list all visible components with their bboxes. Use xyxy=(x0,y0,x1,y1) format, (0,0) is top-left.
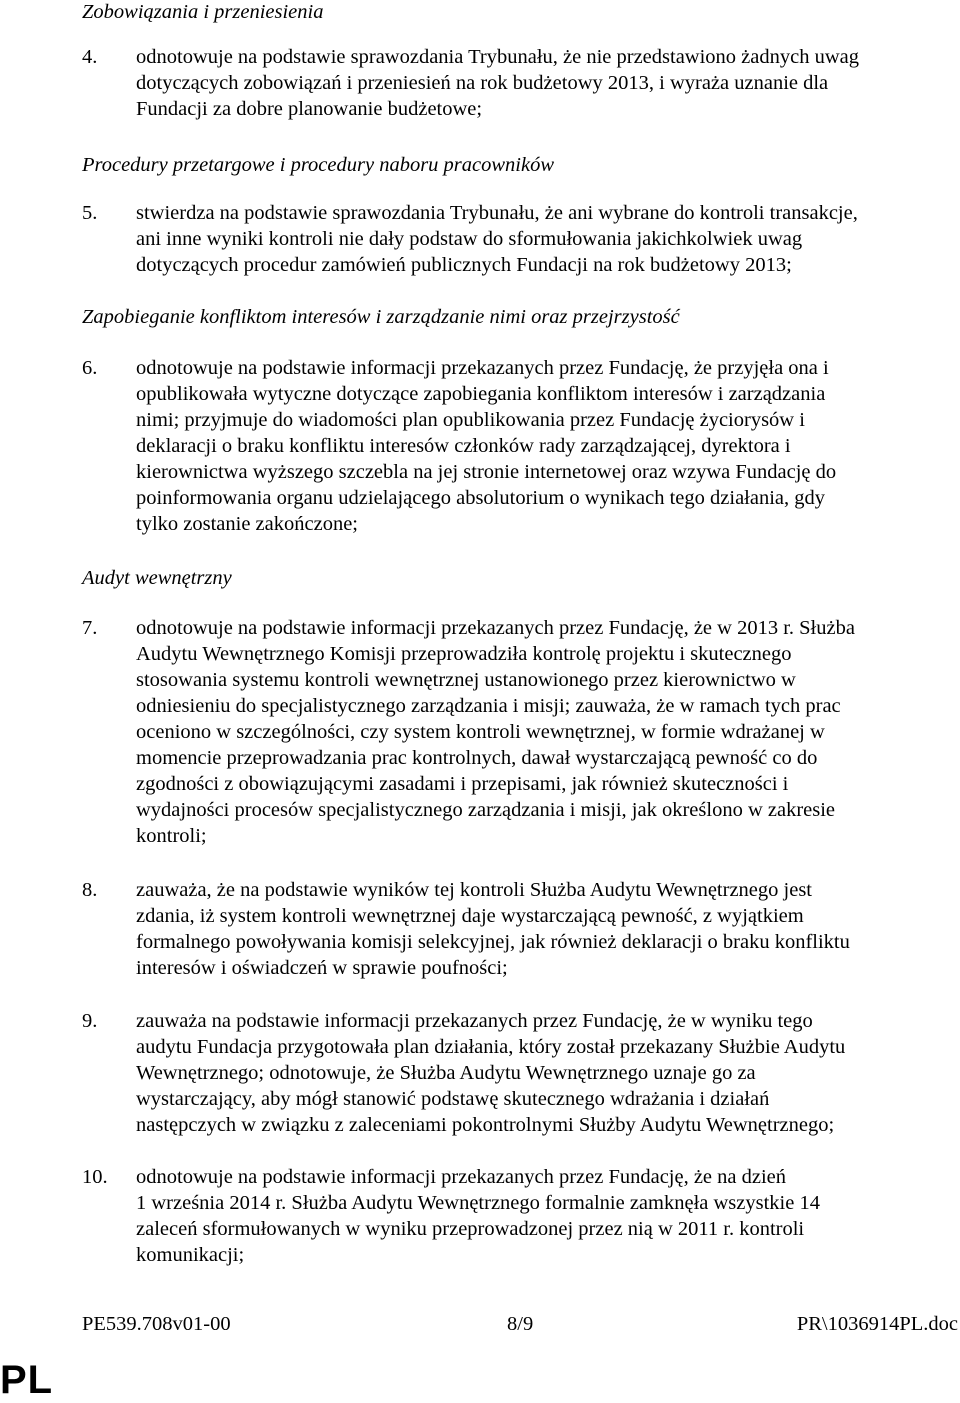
paragraph-number: 6. xyxy=(82,357,98,379)
paragraph-text: odnotowuje na podstawie informacji przekazanych przez Fundację, że w 2013 r. Służba Audytu Wewnętrznego Komisji przeprowadziła kontrolę projektu i skutecznego stosowania systemu kontroli wewnętrznej ustanowionego przez kierownictwo w odniesieniu do specjalistycznego zarządzania i misji; zauważa, że w ramach tych prac oceniono w szczególności, czy system kontroli wewnętrznej, w formie wdrażanej w momencie przeprowadzania prac kontrolnych, dawał wystarczającą pewność co do zgodności z obowiązującymi zasadami i przepisami, jak również skuteczności i wydajności procesów specjalistycznego zarządzania i misji, jak określono w zakresie kontroli; xyxy=(136,617,855,847)
paragraph-5 xyxy=(82,200,958,278)
paragraph-number: 10. xyxy=(82,1166,108,1188)
paragraph-number: 4. xyxy=(82,46,98,68)
paragraph-6 xyxy=(82,355,958,537)
paragraph-10 xyxy=(82,1164,958,1268)
paragraph-number: 8. xyxy=(82,879,98,901)
paragraph-4 xyxy=(82,44,958,122)
paragraph-8 xyxy=(82,877,958,981)
paragraph-text: zauważa, że na podstawie wyników tej kontroli Służba Audytu Wewnętrznego jest zdania, iż system kontroli wewnętrznej daje wystarczającą pewność, z wyjątkiem formalnego powoływania komisji selekcyjnej, jak również deklaracji o braku konfliktu interesów i oświadczeń w sprawie poufności; xyxy=(136,879,850,979)
paragraph-9 xyxy=(82,1008,958,1138)
paragraph-text: odnotowuje na podstawie sprawozdania Trybunału, że nie przedstawiono żadnych uwag dotyczących zobowiązań i przeniesień na rok budżetowy 2013, i wyraża uznanie dla Fundacji za dobre planowanie budżetowe; xyxy=(136,46,860,120)
footer-document-id: PE539.708v01-00 xyxy=(82,1313,231,1335)
footer-page-number: 8/9 xyxy=(507,1313,534,1335)
paragraph-text: stwierdza na podstawie sprawozdania Trybunału, że ani wybrane do kontroli transakcje, ani inne wyniki kontroli nie dały podstaw do sformułowania jakichkolwiek uwag dotyczących procedur zamówień publicznych Fundacji na rok budżetowy 2013; xyxy=(136,202,858,276)
paragraph-number: 7. xyxy=(82,617,98,639)
section-heading-commitments: Zobowiązania i przeniesienia xyxy=(82,1,324,23)
paragraph-text: zauważa na podstawie informacji przekazanych przez Fundację, że w wyniku tego audytu Fundacja przygotowała plan działania, który został przekazany Służbie Audytu Wewnętrznego; odnotowuje, że Służba Audytu Wewnętrznego uznaje go za wystarczający, aby mógł stanowić podstawę skutecznego wdrażania i działań następczych w związku z zaleceniami pokontrolnymi Służby Audytu Wewnętrznego; xyxy=(136,1010,846,1136)
section-heading-conflicts: Zapobieganie konfliktom interesów i zarządzanie nimi oraz przejrzystość xyxy=(82,306,680,328)
paragraph-text: odnotowuje na podstawie informacji przekazanych przez Fundację, że przyjęła ona i opublikowała wytyczne dotyczące zapobiegania konfliktom interesów i zarządzania nimi; przyjmuje do wiadomości plan opublikowania przez Fundację życiorysów i deklaracji o braku konfliktu interesów członków rady zarządzającej, dyrektora i kierownictwa wyższego szczebla na jej stronie internetowej oraz wzywa Fundację do poinformowania organu udzielającego absolutorium o wynikach tego działania, gdy tylko zostanie zakończone; xyxy=(136,357,837,535)
paragraph-number: 9. xyxy=(82,1010,98,1032)
footer-file-name: PR\1036914PL.doc xyxy=(796,1313,958,1335)
section-heading-internal-audit: Audyt wewnętrzny xyxy=(82,567,232,589)
section-heading-procurement: Procedury przetargowe i procedury naboru pracowników xyxy=(82,154,555,176)
paragraph-7 xyxy=(82,615,958,849)
paragraph-text: odnotowuje na podstawie informacji przekazanych przez Fundację, że na dzień 1 września 2014 r. Służba Audytu Wewnętrznego formalnie zamknęła wszystkie 14 zaleceń sformułowanych w wyniku przeprowadzonej przez nią w 2011 r. kontroli komunikacji; xyxy=(136,1166,820,1266)
paragraph-number: 5. xyxy=(82,202,98,224)
language-code: PL xyxy=(0,1358,54,1402)
